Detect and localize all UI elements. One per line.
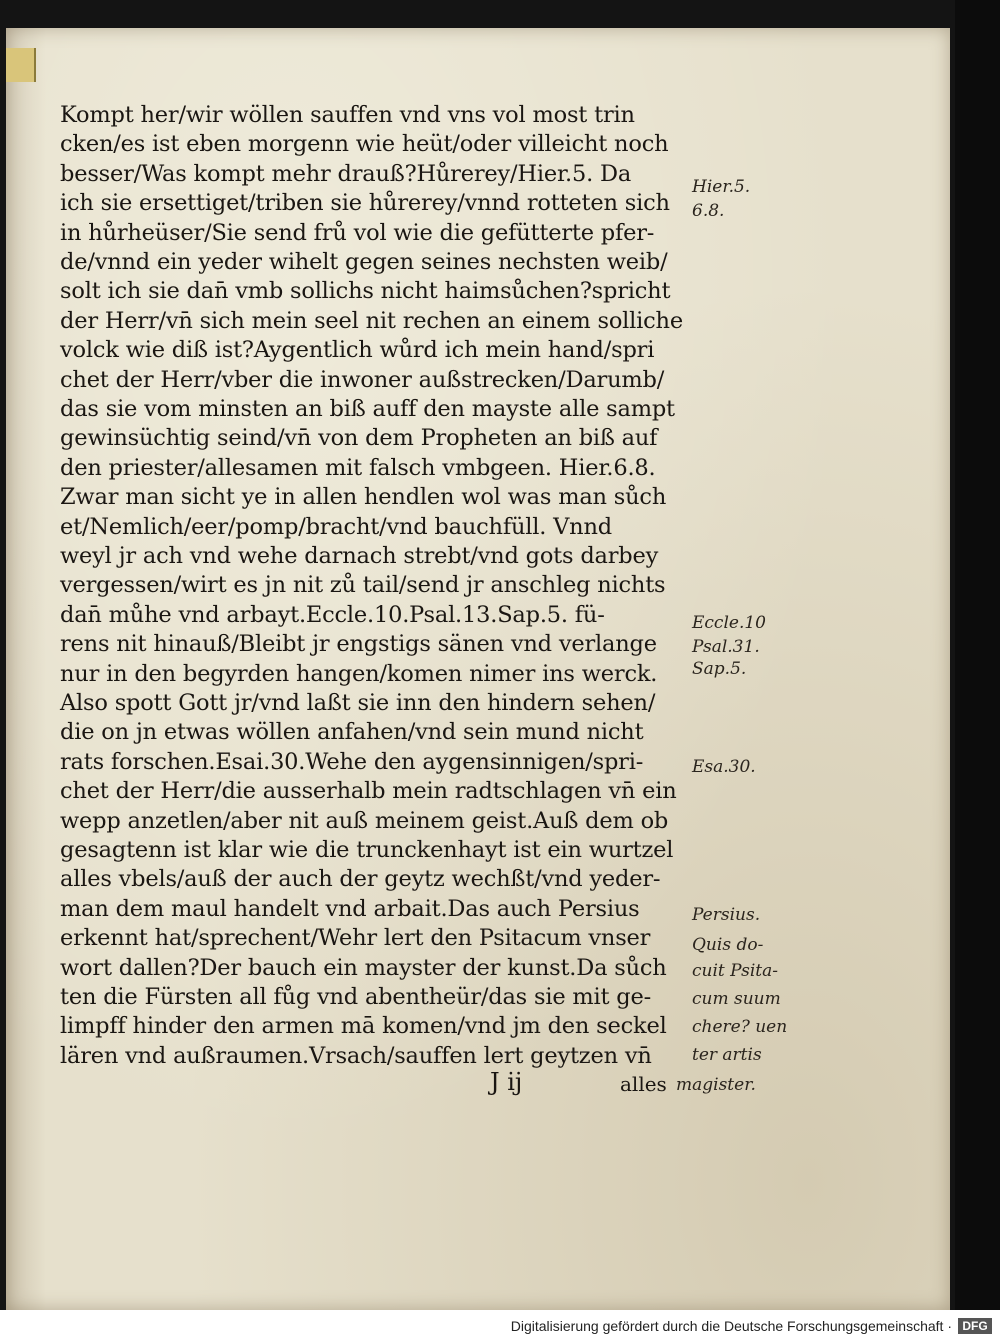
text-line: Also spott Gott jr/vnd laßt sie inn den hindern sehen/	[60, 690, 656, 716]
text-line: Kompt her/wir wöllen sauffen vnd vns vol most trin	[60, 102, 635, 128]
text-line: de/vnnd ein yeder wihelt gegen seines nechsten weib/	[60, 249, 668, 275]
text-line: man dem maul handelt vnd arbait.Das auch Persius	[60, 895, 640, 922]
margin-note-sap: Sap.5.	[692, 659, 747, 679]
text-line: lären vnd außraumen.Vrsach/sauffen lert geytzen vn̄	[60, 1042, 652, 1069]
signature-mark: J ij	[490, 1068, 523, 1096]
text-line: dan̄ můhe vnd arbayt.Eccle.10.Psal.13.Sap.5. fü-	[60, 601, 605, 628]
binding-shadow	[955, 0, 1000, 1310]
text-line: ich sie ersettiget/triben sie hůrerey/vnnd rotteten sich	[60, 190, 670, 217]
text-line: gesagtenn ist klar wie die trunckenhayt ist ein wurtzel	[60, 837, 674, 863]
margin-note-quote-5: ter artis	[692, 1045, 762, 1065]
text-line: limpff hinder den armen mā komen/vnd jm den seckel	[60, 1013, 667, 1040]
text-line: das sie vom minsten an biß auff den mayste alle sampt	[60, 396, 675, 422]
text-line: chet der Herr/vber die inwoner außstrecken/Darumb/	[60, 366, 665, 393]
text-line: gewinsüchtig seind/vn̄ von dem Propheten an biß auf	[60, 425, 658, 452]
text-line: in hůrheüser/Sie send frů vol wie die gefütterte pfer-	[60, 219, 655, 246]
margin-note-quote-6: magister.	[676, 1075, 756, 1095]
text-line: besser/Was kompt mehr drauß?Hůrerey/Hier.5. Da	[60, 160, 632, 187]
text-line: alles vbels/auß der auch der geytz wechßt/vnd yeder-	[60, 866, 661, 893]
text-line: den priester/allesamen mit falsch vmbgeen. Hier.6.8.	[60, 454, 656, 481]
margin-note-quote-4: chere? uen	[692, 1017, 788, 1037]
text-line: wort dallen?Der bauch ein mayster der kunst.Da sůch	[60, 954, 667, 981]
margin-note-persius: Persius.	[692, 905, 761, 925]
margin-note-eccle: Eccle.10	[692, 613, 766, 633]
text-line: rats forschen.Esai.30.Wehe den aygensinnigen/spri-	[60, 748, 644, 775]
text-line: et/Nemlich/eer/pomp/bracht/vnd bauchfüll. Vnnd	[60, 513, 612, 540]
catchword: alles	[620, 1072, 667, 1096]
margin-note-quote-1: Quis do-	[692, 935, 764, 955]
margin-note-hier-2: 6.8.	[692, 201, 725, 221]
text-line: Zwar man sicht ye in allen hendlen wol was man sůch	[60, 484, 667, 511]
margin-note-quote-3: cum suum	[692, 989, 781, 1009]
text-line: wepp anzetlen/aber nit auß meinem geist.Auß dem ob	[60, 807, 669, 834]
text-line: nur in den begyrden hangen/komen nimer ins werck.	[60, 660, 658, 687]
text-line: volck wie diß ist?Aygentlich wůrd ich mein hand/spri	[60, 337, 655, 364]
text-line: chet der Herr/die ausserhalb mein radtschlagen vn̄ ein	[60, 778, 677, 805]
text-line: die on jn etwas wöllen anfahen/vnd sein mund nicht	[60, 719, 644, 746]
text-line: rens nit hinauß/Bleibt jr engstigs sänen vnd verlange	[60, 631, 657, 658]
text-line: cken/es ist eben morgenn wie heüt/oder villeicht noch	[60, 131, 669, 158]
text-line: erkennt hat/sprechent/Wehr lert den Psitacum vnser	[60, 925, 651, 952]
text-line: der Herr/vn̄ sich mein seel nit rechen an einem solliche	[60, 307, 683, 334]
text-line: weyl jr ach vnd wehe darnach strebt/vnd gots darbey	[60, 543, 659, 569]
margin-note-quote-2: cuit Psita-	[692, 961, 778, 981]
text-line: vergessen/wirt es jn nit zů tail/send jr anschleg nichts	[60, 572, 666, 599]
dfg-logo: DFG	[958, 1318, 992, 1334]
margin-note-esa: Esa.30.	[692, 757, 756, 777]
margin-note-hier: Hier.5.	[692, 177, 751, 197]
page-corner-tab	[6, 48, 36, 82]
footer-bar	[0, 1310, 1000, 1342]
margin-note-psal: Psal.31.	[692, 637, 760, 657]
text-line: solt ich sie dan̄ vmb sollichs nicht haimsůchen?spricht	[60, 278, 671, 305]
text-line: ten die Fürsten all fůg vnd abentheür/das sie mit ge-	[60, 984, 652, 1010]
footer-credit: Digitalisierung gefördert durch die Deutsche Forschungsgemeinschaft ·	[510, 1318, 952, 1334]
